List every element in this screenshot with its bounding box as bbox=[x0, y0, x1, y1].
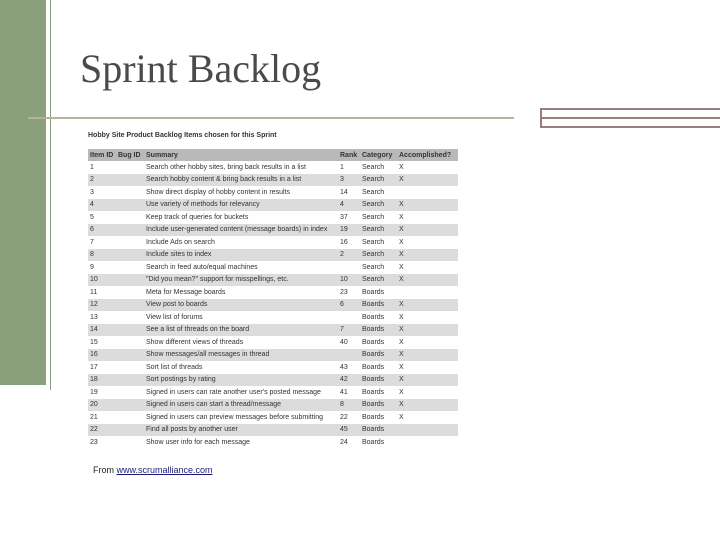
cell-rank: 14 bbox=[338, 186, 360, 199]
cell-summary: Signed in users can start a thread/message bbox=[144, 399, 338, 412]
cell-item-id: 5 bbox=[88, 211, 116, 224]
cell-bug-id bbox=[116, 299, 144, 312]
cell-item-id: 9 bbox=[88, 261, 116, 274]
cell-category: Boards bbox=[360, 311, 397, 324]
cell-bug-id bbox=[116, 286, 144, 299]
cell-item-id: 3 bbox=[88, 186, 116, 199]
cell-item-id: 14 bbox=[88, 324, 116, 337]
cell-accomplished: X bbox=[397, 349, 458, 362]
cell-category: Boards bbox=[360, 286, 397, 299]
cell-accomplished: X bbox=[397, 274, 458, 287]
cell-summary: Show direct display of hobby content in results bbox=[144, 186, 338, 199]
cell-category: Search bbox=[360, 211, 397, 224]
cell-category: Search bbox=[360, 236, 397, 249]
cell-rank: 19 bbox=[338, 224, 360, 237]
cell-summary: Show different views of threads bbox=[144, 336, 338, 349]
table-row bbox=[88, 311, 458, 324]
cell-item-id: 12 bbox=[88, 299, 116, 312]
cell-accomplished: X bbox=[397, 361, 458, 374]
cell-item-id: 20 bbox=[88, 399, 116, 412]
title-divider bbox=[28, 117, 514, 119]
cell-bug-id bbox=[116, 424, 144, 437]
left-accent-line bbox=[50, 0, 51, 390]
cell-item-id: 1 bbox=[88, 161, 116, 174]
cell-summary: View list of forums bbox=[144, 311, 338, 324]
cell-accomplished: X bbox=[397, 199, 458, 212]
cell-item-id: 22 bbox=[88, 424, 116, 437]
header-accomplished: Accomplished? bbox=[397, 149, 458, 161]
table-row bbox=[88, 299, 458, 312]
cell-summary: Use variety of methods for relevancy bbox=[144, 199, 338, 212]
cell-item-id: 4 bbox=[88, 199, 116, 212]
cell-summary: Meta for Message boards bbox=[144, 286, 338, 299]
cell-rank: 41 bbox=[338, 386, 360, 399]
cell-accomplished: X bbox=[397, 399, 458, 412]
cell-rank: 37 bbox=[338, 211, 360, 224]
cell-bug-id bbox=[116, 199, 144, 212]
slide-title: Sprint Backlog bbox=[80, 46, 322, 91]
cell-summary: Search hobby content & bring back results in a list bbox=[144, 174, 338, 187]
cell-rank: 45 bbox=[338, 424, 360, 437]
table-row bbox=[88, 324, 458, 337]
table-row bbox=[88, 411, 458, 424]
cell-category: Boards bbox=[360, 424, 397, 437]
cell-bug-id bbox=[116, 361, 144, 374]
table-row bbox=[88, 399, 458, 412]
cell-item-id: 7 bbox=[88, 236, 116, 249]
cell-category: Boards bbox=[360, 299, 397, 312]
table-row bbox=[88, 374, 458, 387]
cell-summary: Include user-generated content (message boards) in index bbox=[144, 224, 338, 237]
table-row bbox=[88, 336, 458, 349]
cell-summary: Include sites to index bbox=[144, 249, 338, 262]
table-body bbox=[88, 161, 458, 449]
cell-category: Search bbox=[360, 186, 397, 199]
cell-category: Search bbox=[360, 161, 397, 174]
table-row bbox=[88, 224, 458, 237]
cell-summary: "Did you mean?" support for misspellings, etc. bbox=[144, 274, 338, 287]
cell-bug-id bbox=[116, 186, 144, 199]
cell-bug-id bbox=[116, 324, 144, 337]
table-row bbox=[88, 199, 458, 212]
cell-item-id: 17 bbox=[88, 361, 116, 374]
cell-bug-id bbox=[116, 249, 144, 262]
cell-item-id: 10 bbox=[88, 274, 116, 287]
cell-rank: 1 bbox=[338, 161, 360, 174]
table-row bbox=[88, 249, 458, 262]
table-row bbox=[88, 361, 458, 374]
cell-accomplished: X bbox=[397, 211, 458, 224]
cell-summary: Show user info for each message bbox=[144, 436, 338, 449]
cell-accomplished: X bbox=[397, 236, 458, 249]
cell-accomplished: X bbox=[397, 311, 458, 324]
cell-rank: 24 bbox=[338, 436, 360, 449]
table-row bbox=[88, 436, 458, 449]
sprint-backlog-table bbox=[88, 149, 458, 449]
cell-accomplished: X bbox=[397, 324, 458, 337]
cell-accomplished: X bbox=[397, 411, 458, 424]
cell-category: Search bbox=[360, 249, 397, 262]
cell-rank: 40 bbox=[338, 336, 360, 349]
cell-category: Boards bbox=[360, 399, 397, 412]
cell-item-id: 21 bbox=[88, 411, 116, 424]
cell-rank: 22 bbox=[338, 411, 360, 424]
cell-accomplished bbox=[397, 286, 458, 299]
cell-category: Boards bbox=[360, 386, 397, 399]
cell-category: Boards bbox=[360, 436, 397, 449]
left-accent-bar bbox=[0, 0, 46, 385]
cell-category: Boards bbox=[360, 336, 397, 349]
cell-item-id: 6 bbox=[88, 224, 116, 237]
cell-item-id: 8 bbox=[88, 249, 116, 262]
cell-accomplished: X bbox=[397, 336, 458, 349]
table-caption: Hobby Site Product Backlog Items chosen for this Sprint bbox=[88, 132, 277, 139]
cell-bug-id bbox=[116, 336, 144, 349]
table-row bbox=[88, 161, 458, 174]
cell-item-id: 11 bbox=[88, 286, 116, 299]
cell-summary: Signed in users can preview messages before submitting bbox=[144, 411, 338, 424]
cell-category: Boards bbox=[360, 411, 397, 424]
cell-bug-id bbox=[116, 174, 144, 187]
table-header-row bbox=[88, 149, 458, 161]
cell-accomplished: X bbox=[397, 386, 458, 399]
cell-summary: Sort list of threads bbox=[144, 361, 338, 374]
cell-category: Search bbox=[360, 224, 397, 237]
cell-bug-id bbox=[116, 386, 144, 399]
cell-rank: 2 bbox=[338, 249, 360, 262]
cell-summary: See a list of threads on the board bbox=[144, 324, 338, 337]
cell-rank bbox=[338, 261, 360, 274]
cell-category: Boards bbox=[360, 324, 397, 337]
cell-item-id: 15 bbox=[88, 336, 116, 349]
table-row bbox=[88, 274, 458, 287]
cell-item-id: 19 bbox=[88, 386, 116, 399]
cell-bug-id bbox=[116, 349, 144, 362]
cell-summary: Show messages/all messages in thread bbox=[144, 349, 338, 362]
source-prefix: From bbox=[93, 465, 117, 475]
header-bug-id: Bug ID bbox=[116, 149, 144, 161]
cell-rank: 7 bbox=[338, 324, 360, 337]
cell-summary: Sort postings by rating bbox=[144, 374, 338, 387]
cell-summary: Search other hobby sites, bring back results in a list bbox=[144, 161, 338, 174]
table-row bbox=[88, 186, 458, 199]
cell-rank: 16 bbox=[338, 236, 360, 249]
cell-accomplished bbox=[397, 436, 458, 449]
cell-bug-id bbox=[116, 224, 144, 237]
table-row bbox=[88, 386, 458, 399]
cell-accomplished bbox=[397, 424, 458, 437]
cell-rank: 3 bbox=[338, 174, 360, 187]
cell-accomplished: X bbox=[397, 374, 458, 387]
cell-rank: 4 bbox=[338, 199, 360, 212]
cell-item-id: 2 bbox=[88, 174, 116, 187]
cell-rank: 23 bbox=[338, 286, 360, 299]
source-note bbox=[93, 465, 213, 475]
cell-rank: 43 bbox=[338, 361, 360, 374]
source-link[interactable]: www.scrumalliance.com bbox=[116, 465, 213, 475]
cell-category: Search bbox=[360, 199, 397, 212]
cell-rank bbox=[338, 311, 360, 324]
cell-summary: Signed in users can rate another user's posted message bbox=[144, 386, 338, 399]
cell-category: Search bbox=[360, 274, 397, 287]
cell-item-id: 23 bbox=[88, 436, 116, 449]
cell-accomplished bbox=[397, 186, 458, 199]
cell-summary: Search in feed auto/equal machines bbox=[144, 261, 338, 274]
table-row bbox=[88, 286, 458, 299]
cell-accomplished: X bbox=[397, 261, 458, 274]
cell-category: Boards bbox=[360, 361, 397, 374]
table-row bbox=[88, 424, 458, 437]
table-row bbox=[88, 261, 458, 274]
cell-summary: Find all posts by another user bbox=[144, 424, 338, 437]
cell-item-id: 16 bbox=[88, 349, 116, 362]
corner-decoration bbox=[540, 108, 720, 128]
cell-rank: 6 bbox=[338, 299, 360, 312]
cell-accomplished: X bbox=[397, 174, 458, 187]
cell-category: Boards bbox=[360, 374, 397, 387]
header-rank: Rank bbox=[338, 149, 360, 161]
cell-bug-id bbox=[116, 411, 144, 424]
cell-item-id: 18 bbox=[88, 374, 116, 387]
cell-rank bbox=[338, 349, 360, 362]
cell-accomplished: X bbox=[397, 249, 458, 262]
cell-item-id: 13 bbox=[88, 311, 116, 324]
cell-bug-id bbox=[116, 436, 144, 449]
table-row bbox=[88, 349, 458, 362]
header-category: Category bbox=[360, 149, 397, 161]
table-row bbox=[88, 174, 458, 187]
cell-accomplished: X bbox=[397, 161, 458, 174]
cell-bug-id bbox=[116, 236, 144, 249]
table-row bbox=[88, 236, 458, 249]
header-item-id: Item ID bbox=[88, 149, 116, 161]
cell-accomplished: X bbox=[397, 224, 458, 237]
cell-summary: View post to boards bbox=[144, 299, 338, 312]
cell-bug-id bbox=[116, 274, 144, 287]
cell-category: Boards bbox=[360, 349, 397, 362]
cell-bug-id bbox=[116, 399, 144, 412]
cell-rank: 10 bbox=[338, 274, 360, 287]
cell-category: Search bbox=[360, 174, 397, 187]
header-summary: Summary bbox=[144, 149, 338, 161]
cell-bug-id bbox=[116, 211, 144, 224]
cell-bug-id bbox=[116, 161, 144, 174]
cell-bug-id bbox=[116, 374, 144, 387]
cell-summary: Include Ads on search bbox=[144, 236, 338, 249]
cell-rank: 8 bbox=[338, 399, 360, 412]
cell-summary: Keep track of queries for buckets bbox=[144, 211, 338, 224]
table-row bbox=[88, 211, 458, 224]
cell-category: Search bbox=[360, 261, 397, 274]
cell-bug-id bbox=[116, 311, 144, 324]
cell-rank: 42 bbox=[338, 374, 360, 387]
cell-bug-id bbox=[116, 261, 144, 274]
cell-accomplished: X bbox=[397, 299, 458, 312]
